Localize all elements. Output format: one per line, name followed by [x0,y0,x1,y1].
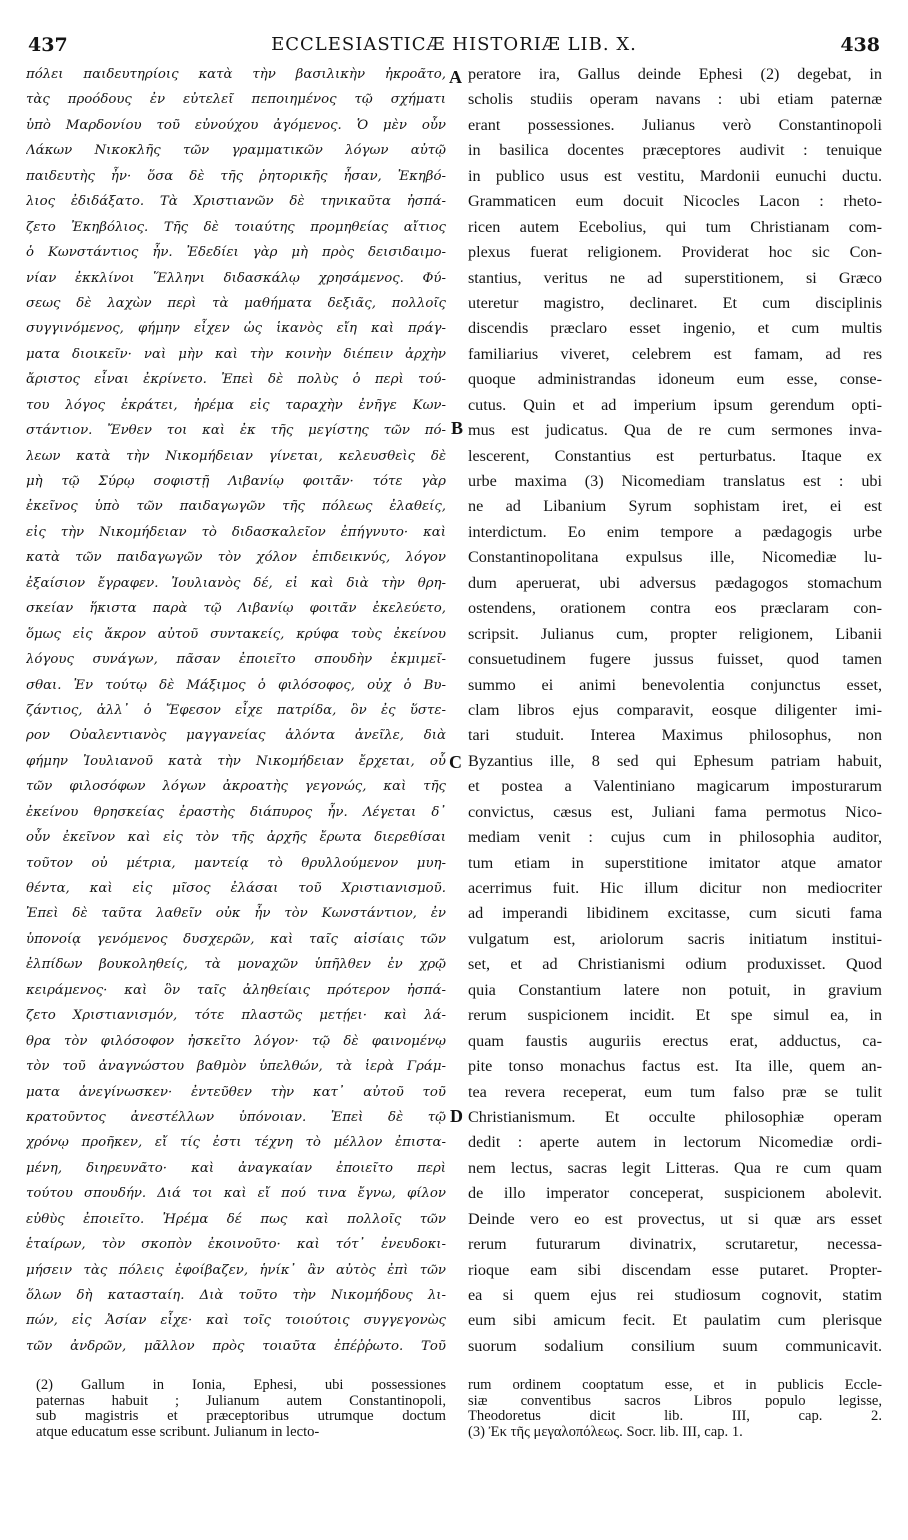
latin-text-line: in basilica docentes præceptores audivit : tenuique [468,141,882,160]
greek-text-line: Λάκων Νικοκλῆς τῶν γραμματικῶν λόγων αὐτῷ [26,143,446,159]
latin-text-line: Constantinopolitana expulsus ille, Nicomediæ lu- [468,548,882,567]
latin-text-line: familiarius viveret, celebrem est famam, ad res [468,344,882,363]
greek-text-line: πόλει παιδευτηρίοις κατὰ τὴν βασιλικὴν ἠκροᾶτο, [26,67,446,82]
latin-text-line: rerum suspicionem incidit. Et spe simul ea, in [468,1006,882,1025]
latin-text-line: uteretur magistro, declinaret. Et cum disciplinis [468,293,882,312]
latin-text-line: convictus, cæsus est, Juliani fama permotus Nico- [468,802,882,821]
greek-text-line: ὑπονοίᾳ γενόμενος δυσχερῶν, καὶ ταῖς αἰσίαις τῶν [26,931,446,947]
greek-text-line: ἐξαίσιον ἔγραφεν. Ἰουλιανὸς δέ, εἰ καὶ διὰ τὴν θρη- [26,575,446,591]
footnote-line: sub magistris et præceptoribus utrumque doctum [36,1409,446,1424]
greek-text-line: ρον Οὐαλεντιανὸς μαγγανείας ἁλόντα ἀνεῖλε, διὰ [26,728,446,744]
greek-text-line: θρα τὸν φιλόσοφον ἠσκεῖτο λόγον· τῷ δὲ φαινομένῳ [26,1033,446,1049]
latin-text-line: vulgatum est, ariolorum sacris initiatum institui- [468,929,882,948]
greek-text-column [26,62,446,1362]
footnote-line: (3) Ἐκ τῆς μεγαλοπόλεως. Socr. lib. III, cap. 1. [468,1424,743,1440]
latin-text-line: stantius, veritus ne ad superstitionem, si Græco [468,268,882,287]
greek-text-line: τῶν ἀνδρῶν, μᾶλλον πρὸς τοιαῦτα ἐπέῤῥωτο. Τοῦ [26,1338,446,1354]
latin-text-line: rerum futurarum divinatrix, scrutaretur, necessa- [468,1235,882,1254]
footnotes-right [468,1378,882,1440]
footnote-line: siæ conventibus sacros Libros populo legisse, [468,1393,882,1409]
greek-text-line: σεως δὲ λαχὼν περὶ τὰ μαθήματα δεξιᾶς, πολλοῖς [26,295,446,311]
greek-text-line: σθαι. Ἐν τούτῳ δὲ Μάξιμος ὁ φιλόσοφος, οὐχ ὁ Βυ- [26,677,446,693]
latin-text-line: peratore ira, Gallus deinde Ephesi (2) degebat, in [468,65,882,83]
greek-text-line: ἐλπίδων βουκοληθείς, τὰ μοναχῶν ὑπῆλθεν ἐν χρῷ [26,957,446,973]
greek-text-line [26,1359,446,1362]
greek-text-line: ἑταίρων, τὸν σκοπὸν ἐκοινοῦτο· καὶ τότ᾽ ἐνευδοκι- [26,1237,446,1253]
latin-text-line: mediam venit : cujus cum in philosophia auditor, [468,828,882,847]
latin-text-line: urbe maxima (3) Nicomediam translatus est : ubi [468,472,882,490]
footnote-line: Theodoretus dicit lib. III, cap. 2. [468,1409,882,1424]
greek-text-line: ὅμως εἰς ἄκρον αὐτοῦ συντακείς, κρύφα τοὺς ἐκείνου [26,626,446,642]
greek-text-line: τὸν τοῦ ἀναγνώστου βαθμὸν ὑπελθών, τὰ ἱερὰ Γράμ- [26,1059,446,1075]
latin-text-line: erant possessiones. Julianus verò Constantinopoli [468,115,882,134]
greek-text-line: σκείαν ἥκιστα παρὰ τῷ Λιβανίῳ φοιτᾶν ἐκελεύετο, [26,601,446,617]
footnote-line: (2) Gallum in Ionia, Ephesi, ubi possessiones [36,1378,446,1393]
greek-text-line: κειράμενος· καὶ ὃν ταῖς ἀληθείαις πρότερον ἠσπά- [26,982,446,998]
greek-text-line: κατὰ τῶν παιδαγωγῶν τὸν χόλον ἐπιδεικνύς, λόγον [26,550,446,566]
running-header [28,34,880,62]
greek-text-line: νίαν ἐκκλίνοι Ἕλληνι διδασκάλῳ χρησάμενος. Φύ- [26,270,446,286]
greek-text-line: τοῦτον οὐ μέτρια, μαντείᾳ τὸ θρυλλούμενον μυη- [26,855,446,871]
latin-text-line: discendis præclaro esset ingenio, et cum multis [468,319,882,338]
latin-text-line: acerrimus fuit. Hic illum dicitur non mediocriter [468,879,882,897]
greek-text-line: του λόγος ἐκράτει, ἠρέμα εἰς ταραχὴν ἐνῆγε Κων- [26,397,446,413]
latin-text-line: plexus fuerat religionem. Providerat hoc sic Con- [468,243,882,262]
latin-text-line: Christianismum. Et occulte philosophiæ operam [468,1107,882,1126]
footnote-line: paternas habuit ; Julianum autem Constantinopoli, [36,1393,446,1409]
latin-text-line: et postea a Valentiniano magicarum imposturarum [468,777,882,796]
margin-marker-d: D [450,1106,463,1126]
latin-text-line: de illo imperator conceperat, suspicionem abolevit. [468,1184,882,1203]
latin-text-line: quam faustis auguriis erectus erat, adductus, ca- [468,1031,882,1050]
greek-text-line: ὅλων δὴ κατασταίη. Διὰ τοῦτο τὴν Νικομήδους λι- [26,1288,446,1303]
greek-text-line: θέντα, καὶ εἰς μῖσος ἐλάσαι τοῦ Χριστιανισμοῦ. [26,881,446,896]
latin-text-line: scripsit. Julianus cum, propter religionem, Libanii [468,624,882,643]
page-number-left: 437 [28,34,68,56]
greek-text-line: συγγινόμενος, φήμην εἶχεν ὡς ἱκανὸς εἴη καὶ πράγ- [26,321,446,337]
greek-text-line: στάντιον. Ἔνθεν τοι καὶ ἐκ τῆς μεγίστης τῶν πό- [26,423,446,439]
greek-text-line: Ἐπεὶ δὲ ταῦτα λαθεῖν οὐκ ἦν τὸν Κωνστάντιον, ἐν [26,906,446,922]
greek-text-line: μήσειν τὰς πόλεις ἐφοίβαζεν, ἡνίκ᾽ ἂν αὐτὸς ἐπὶ τῶν [26,1262,446,1278]
latin-text-line: lescerent, Constantius est perturbatus. Itaque ex [468,446,882,465]
latin-text-line: tum etiam in superstitione imitator atque amator [468,853,882,872]
greek-text-line: οὖν ἐκεῖνον καὶ εἰς τὸν τῆς ἀρχῆς ἔρωτα διερεθίσαι [26,830,446,846]
greek-text-line: ὑπὸ Μαρδονίου τοῦ εὐνούχου ἀγόμενος. Ὁ μὲν οὖν [26,117,446,133]
greek-text-line: ὁ Κωνστάντιος ἦν. Ἐδεδίει γὰρ μὴ πρὸς δεισιδαιμο- [26,245,446,261]
latin-text-line: scholis studiis operam navans : ubi etiam paternæ [468,90,882,109]
latin-text-line: pite tonso monachus factus est. Ita ille, quem an- [468,1057,882,1076]
latin-text-line: Byzantius ille, 8 sed qui Ephesum patriam habuit, [468,751,882,770]
greek-text-line: ζετο Χριστιανισμόν, τότε πλαστῶς μετῄει· καὶ λά- [26,1008,446,1024]
greek-text-line: τούτου σπουδήν. Διά τοι καὶ εἴ πού τινα ἔγνω, φίλον [26,1186,446,1202]
greek-text-line: εἰς τὴν Νικομήδειαν τὸ διδασκαλεῖον ἐπήγνυτο· καὶ [26,524,446,540]
footnote-line: rum ordinem cooptatum esse, et in publicis Eccle- [468,1378,882,1393]
latin-text-line: ea si quem ejus rei studiosum cognovit, statim [468,1286,882,1304]
greek-text-line: ἐκεῖνος ὑπὸ τῶν παιδαγωγῶν τῆς πόλεως ἐλαθείς, [26,499,446,515]
latin-text-line: ostendens, orationem contra eos præclaram con- [468,599,882,618]
greek-text-line: τὰς προόδους ἐν εὐτελεῖ πεποιημένος τῷ σχήματι [26,92,446,108]
greek-text-line: ματα διοικεῖν· ναὶ μὴν καὶ τὴν κοινὴν διέπειν ἀρχὴν [26,346,446,362]
latin-text-line: ad imperandi libidinem excitasse, cum sicuti fama [468,904,882,923]
footnote-line: atque educatum esse scribunt. Julianum in lecto- [36,1424,320,1440]
greek-text-line: ζάντιος, ἀλλ᾽ ὁ Ἔφεσον εἶχε πατρίδα, ὃν ἐς ὕστε- [26,702,446,718]
greek-text-line: ἄριστος εἶναι ἐκρίνετο. Ἐπεὶ δὲ πολὺς ὁ περὶ τού- [26,372,446,388]
latin-text-line: dedit : aperte autem in lectorum Nicomediæ ordi- [468,1133,882,1152]
greek-text-line: μένη, διηρευνᾶτο· καὶ ἀναγκαίαν ἐποιεῖτο περὶ [26,1160,446,1176]
latin-text-line [468,1359,882,1362]
greek-text-line: λόγους συνάγων, πᾶσαν ἐποιεῖτο σπουδὴν ἐκμιμεῖ- [26,652,446,668]
latin-text-line: in publico usus est vestitu, Mardonii eunuchi ductu. [468,166,882,185]
greek-text-line: εὐθὺς ἐποιεῖτο. Ἠρέμα δέ πως καὶ πολλοῖς τῶν [26,1211,446,1227]
latin-text-line: cutus. Quin et ad imperium ipsum gerendum opti- [468,395,882,414]
greek-text-line: παιδευτὴς ἦν· ὅσα δὲ τῆς ῥητορικῆς ἦσαν, Ἐκηβό- [26,168,446,184]
latin-text-line: clam libros ejus comparavit, eosque diligenter imi- [468,700,882,719]
greek-text-line: ματα ἀνεγίνωσκεν· ἐντεῦθεν τὴν κατ᾽ αὐτοῦ τοῦ [26,1084,446,1100]
latin-text-line: eum sibi amicum fecit. Et paulatim cum plerisque [468,1311,882,1330]
greek-text-line: χρόνῳ προῆκεν, εἴ τίς ἐστι τέχνη τὸ μέλλον ἐπιστα- [26,1135,446,1151]
latin-text-line: Grammaticen eum docuit Nicocles Lacon : rheto- [468,192,882,211]
greek-text-line: λεων κατὰ τὴν Νικομήδειαν γίνεται, κελευσθεὶς δὲ [26,448,446,464]
greek-text-line: ἐκείνου θρησκείας ἐραστὴς διάπυρος ἦν. Λέγεται δ᾽ [26,804,446,820]
latin-text-line: mus est judicatus. Qua de re cum sermones inva- [468,421,882,440]
page-number-right: 438 [840,34,880,56]
latin-text-column [468,62,882,1362]
margin-marker-c: C [449,752,462,772]
latin-text-line: interdictum. Eo enim tempore a pædagogis urbe [468,522,882,541]
latin-text-line: tea revera receperat, eum tum falso præ se tulit [468,1082,882,1101]
greek-text-line: τῶν φιλοσόφων λόγων ἀκροατὴς γεγονώς, καὶ τῆς [26,779,446,795]
latin-text-line: Deinde vero eo est provectus, ut si quæ ars esset [468,1209,882,1228]
running-title: ECCLESIASTICÆ HISTORIÆ LIB. X. [271,34,637,55]
margin-marker-b: B [451,418,464,438]
greek-text-line: μὴ τῷ Σύρῳ σοφιστῇ Λιβανίῳ φοιτᾶν· τότε γὰρ [26,474,446,489]
latin-text-line: ne ad Libanium Syrum sophistam iret, ei est [468,497,882,516]
latin-text-line: rioque eam sibi discendam esse putaret. Propter- [468,1260,882,1279]
greek-text-line: φήμην Ἰουλιανοῦ κατὰ τὴν Νικομήδειαν ἔρχεται, οὗ [26,753,446,769]
latin-text-line: nem lectus, sacras legit Litteras. Qua re cum quam [468,1158,882,1177]
latin-text-line: tari studuit. Interea Maximus philosophus, non [468,726,882,745]
greek-text-line: λιος ἐδιδάξατο. Τὰ Χριστιανῶν δὲ τηνικαῦτα ἠσπά- [26,194,446,210]
latin-text-line: summo ei animi benevolentia conjunctus esset, [468,675,882,694]
latin-text-line: quoque administrandas idoneum eum esse, conse- [468,370,882,389]
latin-text-line: consuetudinem fugere jussus fuisset, quod tamen [468,650,882,669]
greek-text-line: πών, εἰς Ἀσίαν εἶχε· καὶ τοῖς τοιούτοις συγγεγονὼς [26,1313,446,1329]
latin-text-line: dum aperuerat, ubi adversus pædagogos stomachum [468,573,882,592]
greek-text-line: κρατοῦντος ἀνεστέλλων ὑπόνοιαν. Ἐπεὶ δὲ τῷ [26,1109,446,1125]
footnotes-left [36,1378,446,1440]
latin-text-line: set, et ad Christianismi odium produxisset. Quod [468,955,882,974]
margin-marker-a: A [449,67,462,87]
greek-text-line: ζετο Ἐκηβόλιος. Τῆς δὲ τοιαύτης προμηθείας αἴτιος [26,219,446,235]
latin-text-line: quia Constantium latere non potuit, in gravium [468,980,882,999]
latin-text-line: ricen autem Ecebolius, qui tum Christianam com- [468,217,882,236]
latin-text-line: suorum sodalium consilium suum communicavit. [468,1336,882,1355]
